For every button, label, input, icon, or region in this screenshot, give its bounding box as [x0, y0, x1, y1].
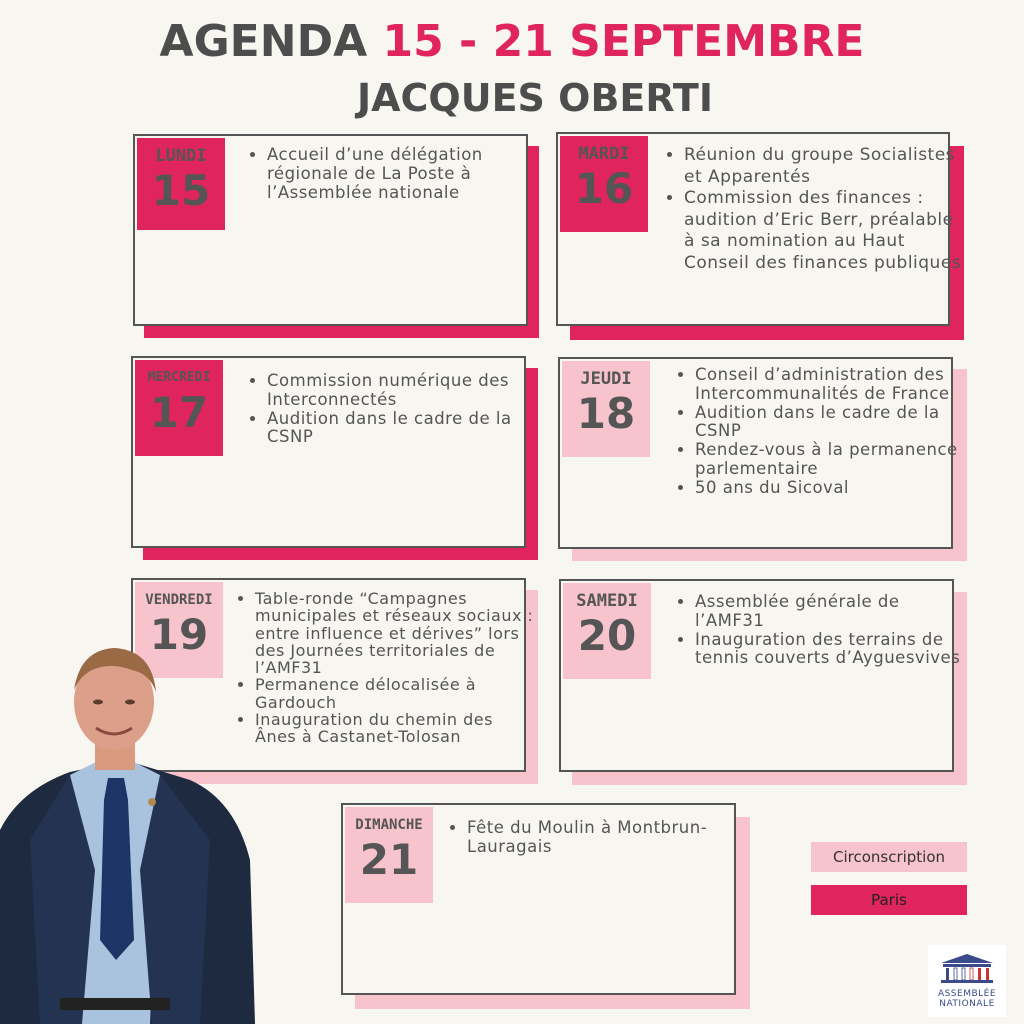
event-item: • Accueil d’une délégation régionale de La Poste à l’Assemblée nationale [267, 146, 532, 202]
day-name: MERCREDI [147, 370, 211, 385]
day-name: MARDI [578, 144, 630, 164]
day-number: 16 [574, 164, 634, 213]
assemblee-nationale-logo [928, 945, 1006, 1017]
event-list [664, 145, 964, 275]
day-number: 21 [359, 835, 419, 884]
event-list [447, 819, 747, 857]
day-number: 18 [576, 389, 636, 438]
day-name: DIMANCHE [355, 817, 423, 833]
title-dates: 15 - 21 SEPTEMBRE [382, 16, 865, 67]
legend-paris: Paris [811, 885, 967, 915]
event-list [247, 146, 532, 202]
logo-line2: NATIONALE [939, 999, 995, 1009]
event-item: • Inauguration des terrains de tennis couverts d’Ayguesvives [695, 631, 965, 669]
event-item: • Assemblée générale de l’AMF31 [695, 593, 965, 631]
event-item: • Conseil d’administration des Intercommunalités de France [695, 366, 970, 404]
day-tag [560, 136, 648, 232]
day-name: SAMEDI [576, 591, 638, 611]
event-item: • 50 ans du Sicoval [695, 479, 970, 498]
legend-circonscription: Circonscription [811, 842, 967, 872]
day-number: 20 [577, 611, 637, 660]
card-box [559, 579, 961, 772]
event-item: • Commission des finances : audition d’Eric Berr, préalable à sa nomination au Haut Conseil des finances publiques [684, 188, 964, 274]
day-name: JEUDI [580, 369, 632, 389]
day-tag [562, 361, 650, 457]
event-list [247, 372, 537, 447]
page-subtitle: JACQUES OBERTI [357, 76, 713, 120]
day-number: 19 [149, 610, 209, 659]
event-item: • Table-ronde “Campagnes municipales et réseaux sociaux : entre influence et dérives” lors des Journées territoriales de l’AMF31 [255, 590, 537, 676]
event-item: • Rendez-vous à la permanence parlementaire [695, 441, 970, 479]
day-tag [345, 807, 433, 903]
building-icon [937, 951, 997, 985]
day-tag [137, 138, 225, 230]
day-number: 15 [151, 166, 211, 215]
event-item: • Permanence délocalisée à Gardouch [255, 676, 537, 711]
event-list [675, 366, 970, 498]
event-item: • Inauguration du chemin des Ânes à Castanet-Tolosan [255, 711, 537, 746]
page-title [0, 14, 1024, 70]
event-list [235, 590, 537, 746]
day-name: VENDREDI [145, 592, 213, 608]
event-item: • Fête du Moulin à Montbrun-Lauragais [467, 819, 747, 857]
title-prefix: AGENDA [159, 16, 383, 67]
card-box [556, 132, 962, 326]
portrait-photo [0, 640, 260, 1024]
event-item: • Audition dans le cadre de la CSNP [695, 404, 970, 442]
event-list [675, 593, 965, 668]
day-name: LUNDI [155, 146, 207, 166]
event-item: • Commission numérique des Interconnectés [267, 372, 537, 410]
card-box [133, 134, 528, 326]
day-tag [135, 360, 223, 456]
card-box [131, 356, 526, 548]
event-item: • Audition dans le cadre de la CSNP [267, 410, 537, 448]
logo-line1: ASSEMBLÉE [937, 989, 997, 999]
card-box [558, 357, 958, 549]
event-item: • Réunion du groupe Socialistes et Apparentés [684, 145, 964, 188]
day-tag [563, 583, 651, 679]
card-box [341, 803, 736, 995]
day-number: 17 [149, 388, 209, 437]
